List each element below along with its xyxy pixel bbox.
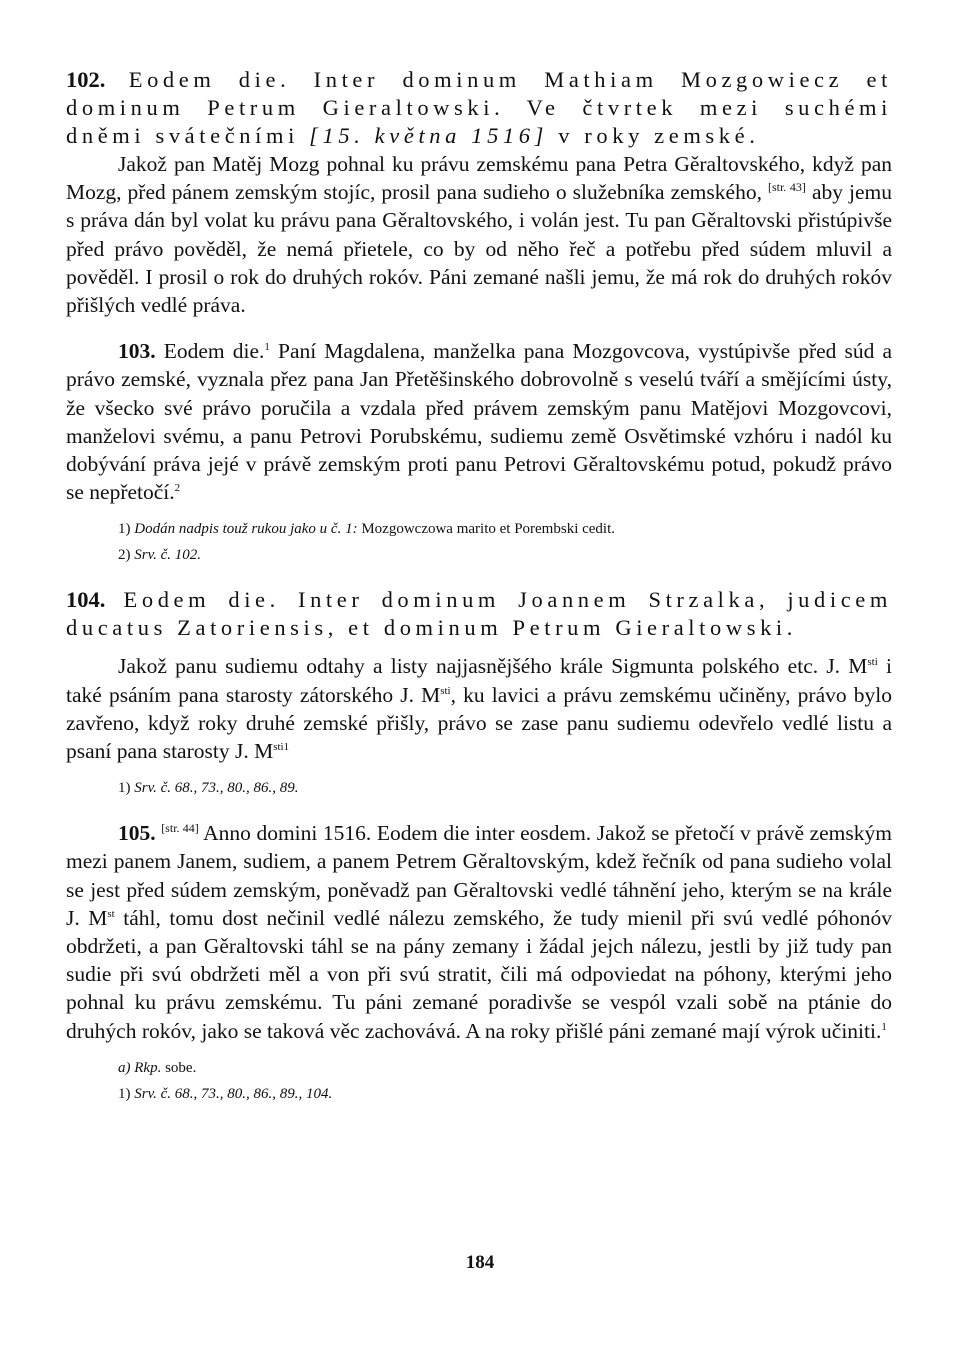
document-page (66, 66, 892, 1107)
footnote-mark: 1) (118, 1085, 131, 1102)
page-reference: [str. 43] (767, 180, 806, 195)
footnote (118, 516, 892, 542)
footnote-italic: Srv. č. 68., 73., 80., 86., 89., 104. (134, 1085, 333, 1102)
footnotes (66, 516, 892, 568)
entry-text (66, 652, 892, 765)
footnote (118, 775, 892, 801)
entry-103 (66, 337, 892, 568)
page-reference: [str. 44] (161, 821, 199, 836)
footnote (118, 542, 892, 568)
footnote (118, 1081, 892, 1107)
abbrev-sup: sti (440, 684, 451, 697)
entry-heading (66, 66, 892, 150)
footnote-ref: 1 (264, 341, 270, 354)
abbrev-sup: st (107, 907, 115, 920)
text-part: aby jemu s práva dán byl volat ku právu pana Gěraltovského, i volán jest. Tu pan Gěraltovski přistúpivše před právo pověděl, že nemá přietele, co by od něho řeč a potřebu před súdem mluvil a pověděl. I prosil o rok do druhých rokóv. Páni zemané našli jemu, že má rok do druhých rokóv přišlých vedlé práva. (66, 180, 892, 318)
text-part: , ku lavici a právu zemskému učiněny, právo bylo zavřeno, když roky druhé zemské přišly, právo se zase panu sudiemu odevřelo vedlé listu a psaní pana starosty J. M (66, 682, 892, 764)
footnote-italic: Dodán nadpis touž rukou jako u č. 1: (134, 521, 358, 538)
heading-date: [15. května 1516] (309, 123, 548, 148)
abbrev-sup: sti (273, 740, 284, 753)
footnote-mark: 1) (118, 780, 131, 797)
footnote-italic: Rkp. (134, 1059, 162, 1076)
entry-text (66, 819, 892, 1045)
abbrev-sup: sti (867, 656, 878, 669)
footnote-italic: Srv. č. 68., 73., 80., 86., 89. (134, 780, 299, 797)
entry-number: 104. (66, 587, 106, 613)
footnote-text: sobe. (161, 1059, 197, 1076)
entry-102 (66, 66, 892, 319)
footnote-text: Mozgowczowa marito et Porembski cedit. (357, 521, 616, 538)
entry-head: Eodem die. (163, 339, 265, 364)
text-part: Anno domini 1516. Eodem die inter eosdem. Jakož se přetočí v právě zemským mezi panem Janem, sudiem, a panem Petrem Gěraltovským, kdež řečník od pana sudieho volal se jest před súdem zemským, poněvadž pan Gěraltovski vedlé táhnění jeho, kterým se na krále J. M (66, 821, 892, 930)
entry-number: 103. (118, 339, 156, 364)
footnote (118, 1055, 892, 1081)
footnote-ref: 2 (174, 482, 181, 495)
entry-heading (66, 586, 892, 642)
text-part: Jakož pan Matěj Mozg pohnal ku právu zemskému pana Petra Gěraltovského, když pan Mozg, před pánem zemským stojíc, prosil pana sudieho o služebníka zemského, (66, 152, 892, 205)
entry-text (66, 150, 892, 319)
footnote-mark: 2) (118, 547, 131, 564)
heading-latin: Eodem die. Inter dominum Mathiam Mozgowiecz et dominum Petrum Gieraltowski. Ve čtvrtek mezi suchémi dněmi svátečními (66, 67, 892, 148)
entry-number: 105. (118, 821, 156, 846)
heading-end: v roky zemské. (547, 123, 760, 148)
footnote-ref: 1 (283, 740, 290, 753)
entry-104 (66, 586, 892, 801)
entry-105 (66, 819, 892, 1107)
footnote-mark: a) (118, 1059, 131, 1076)
footnotes (66, 775, 892, 801)
text-part: táhl, tomu dost nečinil vedlé nálezu zemského, že tudy mienil při svú vedlé póhonóv obdržeti, a pan Gěraltovski táhl se na pány zemany i žádal jejch nálezu, jestli by již tudy pan sudie při svú obdržeti měl a von při svú stratit, čili má odpoviedat na póhony, kterými jeho pohnal ku právu zemskému. Tu páni zemané poradivše se vespól vzali sobě na ptánie do druhých rokóv, jako se taková věc zachovává. A na roky přišlé páni zemané mají výrok učiniti. (66, 905, 893, 1043)
text-part: Jakož panu sudiemu odtahy a listy najjasnějšého krále Sigmunta polského etc. J. M (118, 654, 868, 679)
footnote-ref: 1 (881, 1020, 887, 1033)
text-part: i také psáním pana starosty zátorského J. M (66, 654, 892, 707)
footnote-italic: Srv. č. 102. (134, 547, 202, 564)
text-part: Paní Magdalena, manželka pana Mozgovcova, vystúpivše před súd a právo zemské, vyznala přez pana Jan Přetěšinského dobrovolně s veselú tváří a smějícími ústy, že všecko své právo poručila a vzdala před právem zemským panu Matějovi Mozgovcovi, manželovi svému, a panu Petrovi Porubskému, sudiemu země Osvětimské vzhóru i nadól ku dobývání práva jejé v právě zemským proti panu Petrovi Gěraltovskému potud, pokudž právo se nepřetočí. (66, 339, 893, 505)
page-number: 184 (465, 1252, 495, 1273)
heading-latin: Eodem die. Inter dominum Joannem Strzalka, judicem ducatus Zatoriensis, et dominum Petrum Gieraltowski. (66, 587, 892, 641)
footnotes (66, 1055, 892, 1107)
footnote-mark: 1) (118, 521, 131, 538)
entry-number: 102. (66, 67, 106, 92)
entry-text (66, 337, 892, 506)
